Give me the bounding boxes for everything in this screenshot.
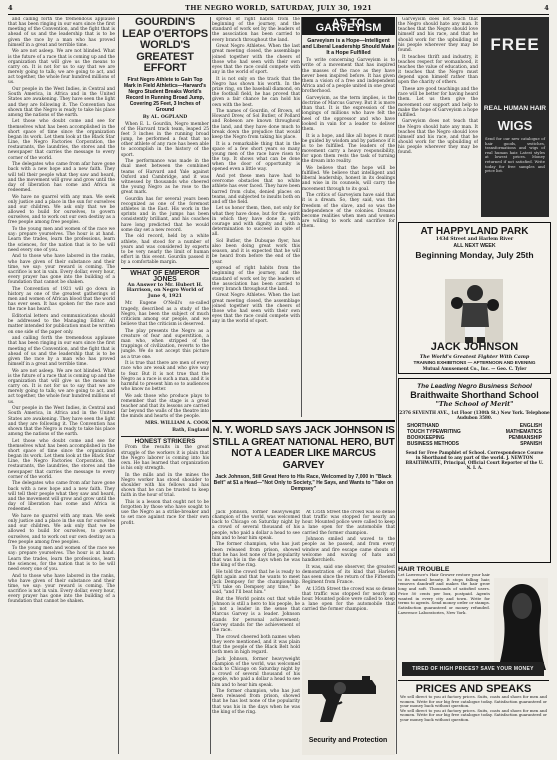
paragraph: It is true that there are men of every race who are weak and who give way to fear. But it is not true that the Negro as a race is such a man, and it is harmful to present him so to audiences who know no better. (121, 361, 209, 392)
jack-johnson-name: JACK JOHNSON (430, 341, 519, 353)
free-hair-ad (481, 17, 549, 217)
paragraph: Johnson smiled and waved to the people as he passed, and from every window and fire escape came shouts of welcome and waving of hats and handkerchiefs. (302, 537, 395, 563)
paragraph: To the young men and women of the race we say: prepare yourselves. The hour is at hand. Learn the trades, learn the professions, learn the sciences, for the nation that is to be will need every one of you. (8, 546, 115, 572)
paragraph: We ask those who produce plays to remember that the stage is a great teacher and that its lessons are carried far beyond the walls of the theatre into the minds and hearts of the people. (121, 393, 209, 420)
emperor-jones-headline: WHAT OF EMPEROR JONES (121, 268, 209, 281)
school-tagline: The Leading Negro Business School (417, 383, 532, 390)
jack-johnson-body-left (212, 510, 300, 755)
paragraph: In the mills and in the mines the Negro worker has stood shoulder to shoulder with his fellows and has shown that he can be trusted to keep faith in the hour of trial. (121, 472, 209, 499)
happyland-address: 143d Street and Harlem River (435, 237, 514, 242)
revolver-label: Security and Protection (308, 737, 388, 744)
revolver-ad (302, 660, 395, 755)
wigs-label: WIGS (497, 118, 533, 133)
paragraph: To the young men and women of the race we say: prepare yourselves. The hour is at hand. Learn the trades, learn the professions, learn the sciences, for the nation that is to be will need every one of you. (8, 227, 115, 253)
course-list (399, 420, 550, 450)
happyland-week: ALL NEXT WEEK (453, 243, 496, 249)
paragraph: The critics of Garveyism have said that it is a dream. So, they said, was the freedom of the slave, and so was the independence of the colonies. Dreams become realities when men and women are willing to work and sacrifice for them. (302, 193, 395, 230)
course-item: BOOKKEEPING (407, 435, 445, 441)
course-item: SPANISH (520, 441, 542, 447)
paragraph: Let those who doubt come and see for themselves what has been accomplished in the short space of time since the organization began its work. Let them look at the Black Star Line, the Negro Factories Corporation, the restaurants, the laundries, the stores and the newspaper that carries the message to every corner of the world. (8, 119, 115, 161)
paragraph: The performance was made in the dual meet between the combined teams of Harvard and Yale against Oxford and Cambridge, and it was witnessed by thousands who cheered the young Negro as he rose to the great mark. (121, 159, 209, 196)
happyland-sub: The World's Greatest Fighter With Camp (419, 354, 530, 360)
paragraph: It is a hope, and like all hopes it must be guided by wisdom and by patience if it is to be fulfilled. The leaders of the movement carry a heavy responsibility, for upon them rests the task of turning the dream into reality. (302, 133, 395, 165)
paragraph: And yet these men have had to overcome obstacles that no white athlete has ever faced. They have been barred from clubs, denied places on teams, and subjected to insults both on and off the field. (212, 174, 300, 205)
jack-johnson-deck: Jack Johnson, Still Great Hero to His Race, Welcomed by 7,000 in "Black Belt" at $1 a Head—"Not Only to Society," He Says, and Wants to "Take on Dempsey" (213, 474, 394, 492)
happyland-ad (398, 222, 551, 374)
paragraph: Editorial letters and communications should be addressed to the Managing Editor. All matter intended for publication must be written on one side of the paper only. (8, 314, 115, 335)
prices-ad (398, 680, 549, 756)
paragraph: Let us honor them, then, not only for what they have done, but for the spirit in which they have done it, with courage and with dignity and with a determination to succeed in spite of all. (212, 206, 300, 238)
masthead (8, 3, 549, 13)
masthead-title: THE NEGRO WORLD, SATURDAY, JULY 30, 1921 (185, 4, 372, 12)
paragraph: Mr. Eugene O'Neill's so-called tragedy, described as a study of the Negro, has been the subject of much criticism among our people, and we believe that the criticism is deserved. (121, 301, 209, 328)
paragraph: Great Negro Athletes. When the last great meeting closed, the assemblage joined together with the cheers of those who had seen with their own eyes that the race could compete with any in the world of sport. (212, 293, 300, 325)
paragraph: Gourdin has for several years been recognized as one of the foremost athletes in the East. His work in the sprints and in the jumps has been consistently brilliant, and his coaches have long predicted that he would some day set a new record. (121, 196, 209, 233)
paragraph: The former champion, who has just been released from prison, showed that he has lost none of the popularity that was his in the days when he was the king of the ring. (212, 542, 300, 569)
school-footer: Send for Free Pamphlet of School. Correspondence Course in Shorthand to any part of the world. J. NEWTON BRAITHWAITE, Principal, Official Court Reporter of the U. N. I. A. (405, 450, 544, 470)
paragraph: We believe that the hope will be fulfilled. We believe that intelligent and liberal leadership, honest in its dealings and wise in its counsels, will carry the movement through to its goal. (302, 165, 395, 192)
paragraph: We are not asleep. We are not blinded. What is the future of a race that is coming up and the organization that will give us the means to carry on. It is not for us to say that we are merely going to talk; we are going to act, and act together, the whole four hundred millions of us. (8, 368, 115, 405)
masthead-rule (8, 14, 549, 15)
free-ad-text: Send for our new catalogue of hair goods, switches, transformations and wigs of real human hair. Latest styles at lowest prices. Money returned if not satisfied. Write today for free samples and price list. (485, 136, 545, 174)
hair-trouble-text: Let Lawrence's Hair Grower restore your hair to its natural beauty. It stops falling hair, removes dandruff and makes the hair grow long and soft. Thousands of satisfied users. Price 50 cents per box, postpaid. Agents wanted in every city and town. Write for terms to agents. Send money order or stamps. Satisfaction guaranteed or money refunded. Lawrence Laboratories, New York. (398, 572, 490, 615)
letter-signature: MRS. WILLIAM A. COOK (145, 420, 209, 426)
paragraph: spread of right habits from the beginning of the journey, and the standard of work set by the leaders of the association has been carried to every branch throughout the land. (212, 266, 300, 292)
paragraph: And to those who have labored in the ranks, who have given of their substance and their time, we say: your reward is coming. The sacrifice is not in vain. Every dollar, every hour, every prayer has gone into the building of a foundation that cannot be shaken. (8, 254, 115, 286)
paragraph: The old record, held by a white athlete, had stood for a number of years and was considered by experts to be very nearly the limit of human effort in this event. Gourdin passed it by a comfortable margin. (121, 234, 209, 266)
course-item: TOUCH TYPEWRITING (407, 429, 461, 435)
garveyism-article (302, 17, 395, 417)
school-motto: "The School of Merit" (435, 400, 514, 408)
column-rule (210, 17, 211, 754)
paragraph: And to those who have labored in the ranks, who have given of their substance and their time, we say: your reward is coming. The sacrifice is not in vain. Every dollar, every hour, every prayer has gone into the building of a foundation that cannot be shaken. (8, 573, 115, 605)
woman-portrait (494, 578, 548, 670)
paragraph: spread of right habits from the beginning of the journey, and the standard of work set by the leaders of the association has been carried to every branch throughout the land. (212, 17, 300, 43)
column-1-article (8, 17, 115, 754)
byline: By AL. OGPLAND (142, 114, 188, 120)
emperor-jones-deck: An Answer to Mr. Hubert H. Harrison, on Negro World of June 4, 1921 (126, 281, 204, 299)
school-name: Braithwaite Shorthand School (410, 390, 539, 400)
paragraph: When E. L. Gourdin, Negro member of the Harvard track team, leaped 25 feet 3 inches in the running broad jump, he performed a feat that no other athlete of any race has been able to accomplish in the history of the sport. (121, 121, 209, 158)
paragraph: The names of Gourdin, of Brown, of Howard Drew, of Sol Butler, of Pollard and Robeson are known throughout the land, and they have done much to break down the prejudice that would keep the Negro from taking his place. (212, 109, 300, 140)
column-rule (118, 17, 119, 754)
paragraph: The former champion, who has just been released from prison, showed that he has lost none of the popularity that was his in the days when he was the king of the ring. (212, 689, 300, 715)
paragraph: and calling forth the tremendous applause that has been ringing in our ears since the first meeting of the Convention, and the fight that is ahead of us and the leadership that is to be given the race by a man who has proved himself in a great and terrible time. (8, 17, 115, 48)
prices-text: We sell direct to you at factory prices. Suits, coats and shoes for men and women. Write for our big free catalogue today. Satisfaction guaranteed or your money back without question. (400, 694, 547, 709)
gourdin-deck: First Negro Athlete to Gain Top Mark in Field Athletics—Harvard's Negro Student Breaks World's Record in Running Broad Jump, Covering 25 Feet, 3 Inches of Ground (123, 76, 207, 113)
paragraph: He told the crowd that he is ready to fight again and that he wants to meet Jack Dempsey for the championship. "I'll take on Dempsey any time," he said, "and I'll beat him." (212, 569, 300, 596)
real-human-hair: REAL HUMAN HAIR (483, 105, 547, 112)
paragraph: The delegates who came from afar have gone back with a new hope and a new faith. They will tell their people what they saw and heard, and the movement will grow and grow until the day of liberation has come and Africa is redeemed. (8, 162, 115, 193)
letter-place: Bath, England (172, 428, 209, 434)
paragraph: and calling forth the tremendous applause that has been ringing in our ears since the first meeting of the Convention, and the fight that is ahead of us and the leadership that is to be given the race by a man who has proved himself in a great and terrible time. (8, 336, 115, 367)
business-school-ad (398, 378, 551, 563)
revolver-icon (302, 660, 395, 755)
happyland-date: Beginning Monday, July 25th (415, 250, 534, 260)
paragraph: To write concerning Garveyism is to write of a movement that has inspired the masses of the race as they have never been inspired before. It has given them a vision of a free and independent Africa and of a people united in one great brotherhood. (302, 58, 395, 95)
paragraph: But the World points out that while Johnson is still a hero to his people, he is not a leader in the sense that Marcus Garvey is a leader. Johnson stands for personal achievement; Garvey stands for the achievement of the race. (212, 597, 300, 633)
paragraph: From the results in the great struggle of the workers it is plain that the Negro laborer is coming into his own. He has learned that organization is his only strength. (121, 445, 209, 471)
paragraph: We have no quarrel with any man. We seek only justice and a place in the sun for ourselves and our children. We ask only that we be allowed to build for ourselves, to govern ourselves, and to work out our own destiny as a free people among free peoples. (8, 194, 115, 226)
high-prices-banner: TIRED OF HIGH PRICES? SAVE YOUR MONEY (402, 662, 544, 676)
page-number-right: 4 (544, 4, 549, 12)
column-3-article (212, 17, 300, 417)
column-2-article (121, 17, 209, 754)
gourdin-headline: GOURDIN'S LEAP O'ERTOPS WORLD'S GREATEST EFFORT (122, 17, 208, 74)
happyland-footer: Mutual Amusement Co., Inc. — Geo. C. Tyler (422, 366, 527, 371)
paragraph: Garveyism does not teach that the Negro should hate any man. It teaches that the Negro should love himself and his race, and that he should work for the upbuilding of his people wherever they may be found. (398, 17, 478, 53)
paragraph: It was, said one observer, the greatest demonstration of its kind that Harlem has seen since the return of the Fifteenth Regiment from France. (302, 564, 395, 586)
paragraph: It teaches thrift and industry, it teaches respect for womanhood, it teaches the value of education, and it teaches that the Negro must depend upon himself rather than upon the charity of others. (398, 54, 478, 86)
paragraph: It is a remarkable thing that in the space of a few short years so many young men of the race have risen to the top. It shows what can be done when the door of opportunity is opened even a little way. (212, 141, 300, 173)
boxer-photo (445, 279, 503, 343)
honest-strikers-headline: HONEST STRIKERS (121, 436, 209, 444)
paragraph: The Convention of 1921 will go down in history as one of the greatest gatherings of men and women of African blood that the world has ever seen. It has spoken for the race and the race has heard. (8, 286, 115, 313)
paragraph: The delegates who came from afar have gone back with a new hope and a new faith. They will tell their people what they saw and heard, and the movement will grow and grow until the day of liberation has come and Africa is redeemed. (8, 481, 115, 513)
course-item: BUSINESS METHODS (407, 441, 459, 447)
prices-title: PRICES AND SPEAKS (415, 683, 532, 695)
column-rule (396, 17, 397, 754)
paragraph: At 135th Street the crowd was so dense that traffic was stopped for nearly an hour. Mounted police were called to keep a lane open for the automobile that carried the former champion. (302, 510, 395, 536)
paragraph: Sol Butler, the Dubuque flyer, has also been doing great work this season, and it is expected that he will be heard from before the end of the year. (212, 238, 300, 265)
hair-trouble-ad (398, 566, 549, 676)
garveyism-deck: Garveyism is a Hope—Intelligent and Liberal Leadership Should Make It a Hope Fulfilled (302, 38, 395, 57)
happyland-exhibitions: TRAINING EXHIBITIONS — AFTERNOON AND EVENING (413, 360, 536, 365)
garveyism-headline: AS TO GARVEYISM (302, 17, 395, 35)
paragraph: Let those who doubt come and see for themselves what has been accomplished in the short space of time since the organization began its work. Let them look at the Black Star Line, the Negro Factories Corporation, the restaurants, the laundries, the stores and the newspaper that carries the message to every corner of the world. (8, 438, 115, 480)
prices-text: We sell direct to you at factory prices. Suits, coats and shoes for men and women. Write for our big free catalogue today. Satisfaction guaranteed or your money back without question. (400, 707, 547, 722)
paragraph: These are good teachings and the race will be better for having heard them. Let us then give the movement our support and help to make the hope of Garveyism a hope fulfilled. (398, 87, 478, 118)
paragraph: We are not asleep. We are not blinded. What is the future of a race that is coming up and the organization that will give us the means to carry on. It is not for us to say that we are merely going to talk; we are going to act, and act together, the whole four hundred millions of us. (8, 49, 115, 86)
paragraph: Jack Johnson, former heavyweight champion of the world, was welcomed back to Chicago on Saturday night by a crowd of several thousand of his people, who paid a dollar a head to see him and to hear him speak. (212, 656, 300, 688)
jack-johnson-body-right (302, 510, 395, 660)
jack-johnson-story (212, 420, 395, 492)
jack-johnson-headline: N. Y. WORLD SAYS JACK JOHNSON IS STILL A GREAT NATIONAL HERO, BUT NOT A LEADER LIKE MARCUS GARVEY (212, 420, 395, 471)
paragraph: It is not only on the track that the Negro has shown his worth. In the prize ring, on the baseball diamond, on the football field, he has proved that given a fair chance he can hold his own with the best. (212, 76, 300, 108)
paragraph: At 135th Street the crowd was so dense that traffic was stopped for nearly an hour. Mounted police were called to keep a lane open for the automobile that carried the former champion. (302, 586, 395, 613)
paragraph: We have no quarrel with any man. We seek only justice and a place in the sun for ourselves and our children. We ask only that we be allowed to build for ourselves, to govern ourselves, and to work out our own destiny as a free people among free peoples. (8, 513, 115, 545)
course-item: ENGLISH (519, 423, 542, 429)
paragraph: Jack Johnson, former heavyweight champion of the world, was welcomed back to Chicago on Saturday night by a crowd of several thousand of his people, who paid a dollar a head to see him and to hear him speak. (212, 510, 300, 541)
free-word: FREE (490, 35, 540, 54)
school-address: 2376 SEVENTH AVE., 1st Floor (130th St.) New York. Telephone Audubon 3580. (399, 410, 550, 420)
paragraph: This is a lesson that ought not to be forgotten by those who have sought to use the Negro as a strike-breaker and to set race against race for their own profit. (121, 499, 209, 526)
page-number: 4 (8, 4, 13, 12)
paragraph: Garveyism, as the term implies, is the doctrine of Marcus Garvey. But it is more than that. It is the expression of the longings of millions who have felt the heel of the oppressor and who have looked in vain for a leader to deliver them. (302, 95, 395, 132)
paragraph: Great Negro Athletes. When the last great meeting closed, the assemblage joined together with the cheers of those who had seen with their own eyes that the race could compete with any in the world of sport. (212, 44, 300, 76)
hair-trouble-title: HAIR TROUBLE (398, 566, 450, 573)
paragraph: The crowd cheered both names when they were mentioned, and it was plain that the people of the Black Belt hold both men in high regard. (212, 634, 300, 656)
garveyism-continued (398, 17, 478, 207)
paragraph: Our people in the West Indies, in Central and South America, in Africa and in the United States are awakening. They have seen the light and they are following it. The Convention has shown that the Negro is ready to take his place among the nations of the earth. (8, 87, 115, 118)
course-item: SHORTHAND (407, 423, 439, 429)
course-item: MATHEMATICS (505, 429, 542, 435)
happyland-title: AT HAPPYLAND PARK (420, 226, 529, 237)
course-item: PENMANSHIP (508, 435, 542, 441)
paragraph: Garveyism does not teach that the Negro should hate any man. It teaches that the Negro should love himself and his race, and that he should work for the upbuilding of his people wherever they may be found. (398, 119, 478, 156)
paragraph: Our people in the West Indies, in Central and South America, in Africa and in the United States are awakening. They have seen the light and they are following it. The Convention has shown that the Negro is ready to take his place among the nations of the earth. (8, 406, 115, 438)
paragraph: The play presents the Negro as a creature of fear and superstition, a man who, when stripped of the trappings of civilization, reverts to the jungle. We do not accept this picture as a true one. (121, 328, 209, 360)
